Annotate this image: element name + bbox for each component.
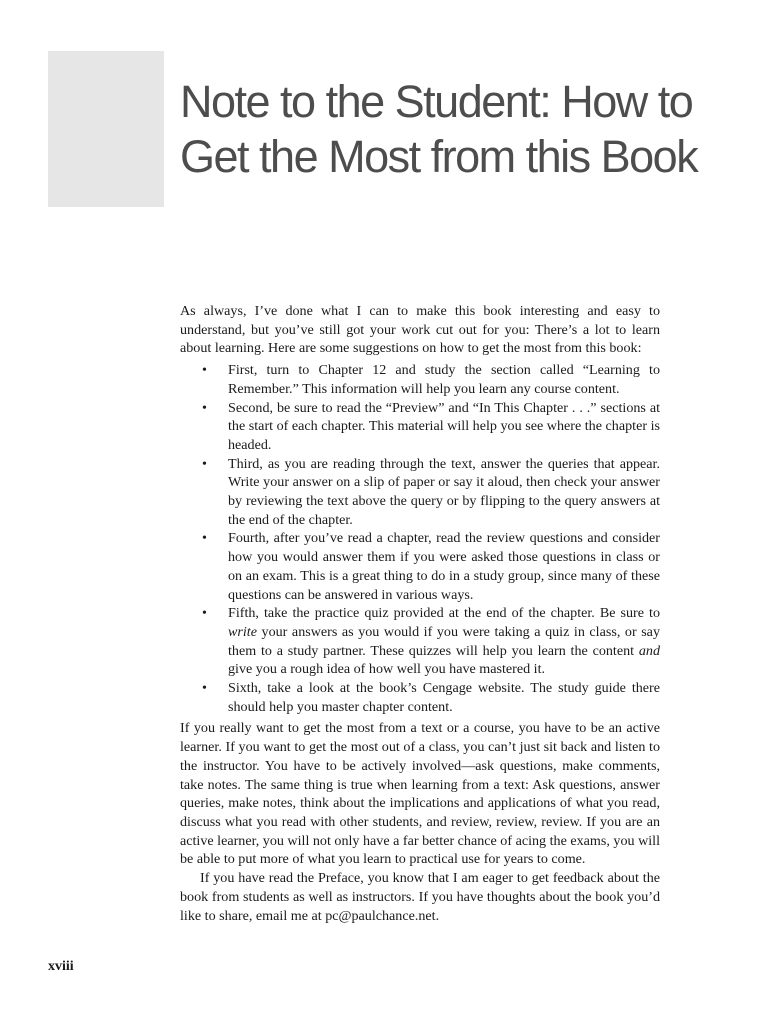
- tip-item-fourth: [202, 529, 660, 604]
- bullet-icon: •: [202, 530, 207, 547]
- tip-item-fifth: [202, 604, 660, 679]
- chapter-header-block: [48, 51, 164, 207]
- active-learner-paragraph: If you really want to get the most from a text or a course, you have to be an active learner. If you want to get the most out of a class, you can’t just sit back and listen to the instructor. You have to be actively involved—ask questions, make comments, take notes. The same thing is true when learning from a text: Ask questions, answer queries, make notes, think about the implications and applications of what you read, discuss what you read with other students, and review, review, review. If you are an active learner, you will not only have a far better chance of acing the exams, you will be able to put more of what you learn to practical use for years to come.: [180, 720, 660, 868]
- bullet-icon: •: [202, 399, 207, 416]
- intro-paragraph: As always, I’ve done what I can to make this book interesting and easy to understand, but you’ve still got your work cut out for you: There’s a lot to learn about learning. Here are some suggestions on how to get the most from this book:: [180, 303, 660, 357]
- page-number: xviii: [48, 959, 74, 974]
- tip-text-part: Fifth, take the practice quiz provided at the end of the chapter. Be sure to: [228, 605, 660, 622]
- bullet-icon: •: [202, 362, 207, 379]
- bullet-icon: •: [202, 680, 207, 697]
- emphasis-and: and: [638, 642, 660, 659]
- tip-text: Second, be sure to read the “Preview” and “In This Chapter . . .” sections at the start of each chapter. This material will help you see where the chapter is headed.: [228, 399, 660, 453]
- emphasis-write: write: [228, 623, 257, 640]
- tip-text-part: give you a rough idea of how well you have mastered it.: [228, 661, 546, 678]
- bullet-icon: •: [202, 605, 207, 622]
- feedback-paragraph: If you have read the Preface, you know that I am eager to get feedback about the book from students as well as instructors. If you have thoughts about the book you’d like to share, email me at pc@paulchance.net.: [180, 870, 660, 924]
- body-text: [180, 302, 660, 925]
- bullet-icon: •: [202, 455, 207, 472]
- tip-item-sixth: [202, 679, 660, 716]
- tip-text: Sixth, take a look at the book’s Cengage website. The study guide there should help you master chapter content.: [228, 680, 660, 715]
- tip-text: First, turn to Chapter 12 and study the section called “Learning to Remember.” This information will help you learn any course content.: [228, 362, 660, 397]
- tip-item-third: [202, 455, 660, 530]
- tip-text: Third, as you are reading through the text, answer the queries that appear. Write your answer on a slip of paper or say it aloud, then check your answer by reviewing the text above the query or by flipping to the query answers at the end of the chapter.: [228, 455, 660, 528]
- tip-item-second: [202, 399, 660, 455]
- tip-item-first: [202, 361, 660, 398]
- tips-list: [180, 361, 660, 716]
- chapter-title: Note to the Student: How to Get the Most from this Book: [180, 76, 698, 182]
- tip-text: Fourth, after you’ve read a chapter, read the review questions and consider how you would answer them if you were asked those questions in class or on an exam. This is a great thing to do in a study group, since many of these questions can be answered in various ways.: [228, 530, 660, 603]
- tip-text-part: your answers as you would if you were taking a quiz in class, or say them to a study partner. These quizzes will help you learn the content: [228, 623, 660, 659]
